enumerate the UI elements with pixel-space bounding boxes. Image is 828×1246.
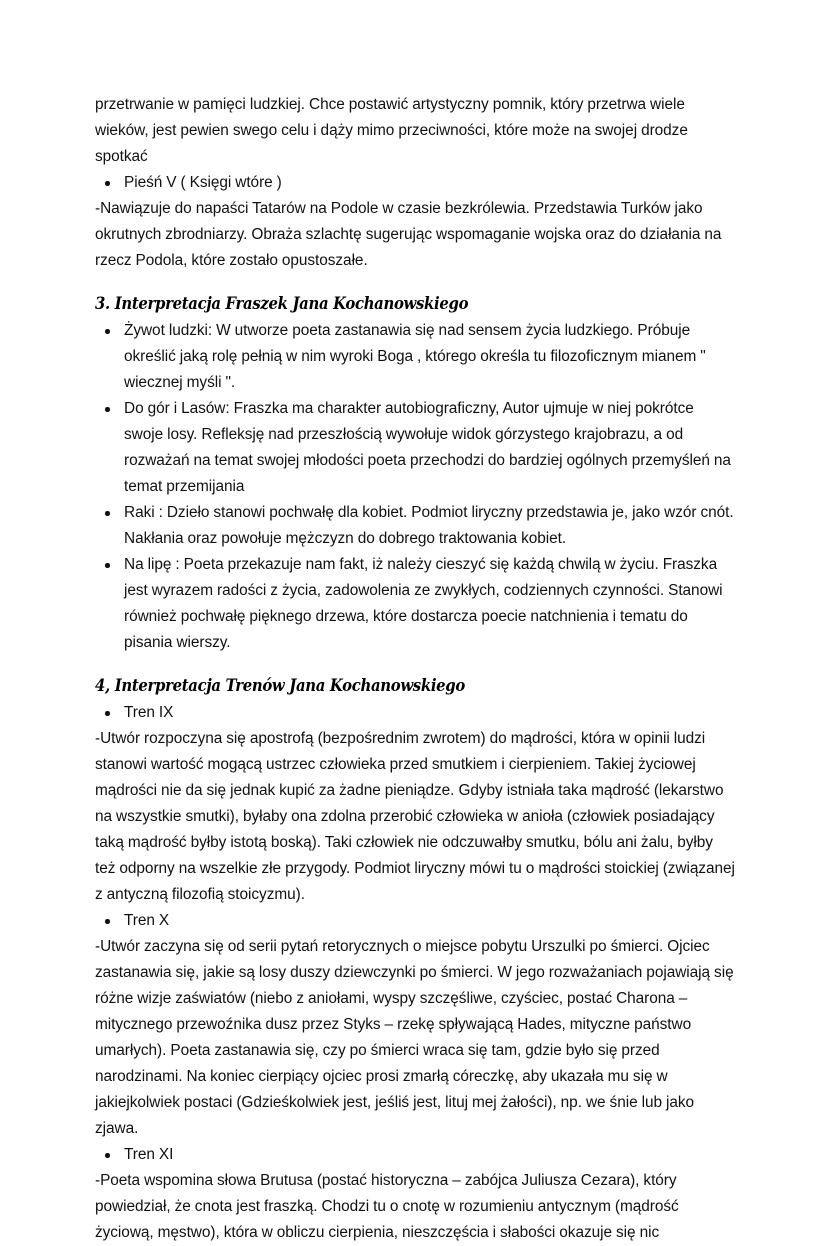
- tren-ix-list: [95, 700, 735, 726]
- piesn-v-list: [95, 170, 735, 196]
- page-title-treny: 4, Interpretacja Trenów Jana Kochanowskiego: [95, 676, 465, 695]
- list-item-tren-xi: [95, 1142, 735, 1168]
- list-item-label: Raki : Dzieło stanowi pochwałę dla kobiet. Podmiot liryczny przedstawia je, jako wzór cnót. Nakłania oraz powołuje mężczyzn do dobrego traktowania kobiet.: [124, 504, 734, 547]
- list-item-label: Tren IX: [124, 704, 174, 721]
- tren-x-list: [95, 908, 735, 934]
- intro-paragraph: przetrwanie w pamięci ludzkiej. Chce postawić artystyczny pomnik, który przetrwa wiele wieków, jest pewien swego celu i dąży mimo przeciwności, które może na swojej drodze spotkać: [95, 96, 688, 165]
- tren-x-note: -Utwór zaczyna się od serii pytań retorycznych o miejsce pobytu Urszulki po śmierci. Ojciec zastanawia się, jakie są losy duszy dziewczynki po śmierci. W jego rozważaniach pojawiają się różne wizje zaświatów (niebo z aniołami, wyspy szczęśliwe, czyściec, postać Charona – mitycznego przewoźnika dusz przez Styks – rzekę spływającą Hades, mityczne państwo umarłych). Poeta zastanawia się, czy po śmierci wraca się tam, gdzie było się przed narodzinami. Na koniec cierpiący ojciec prosi zmarłą córeczkę, aby ukazała mu się w jakiejkolwiek postaci (Gdzieśkolwiek jest, jeśliś jest, lituj mej żałości), np. we śnie lub jako zjawa.: [95, 938, 734, 1137]
- list-item: [95, 318, 735, 396]
- section-fraszki: [95, 291, 735, 317]
- list-item-label: Tren XI: [124, 1146, 174, 1163]
- list-item: [95, 552, 735, 656]
- list-item-label: Żywot ludzki: W utworze poeta zastanawia się nad sensem życia ludzkiego. Próbuje określić jaką rolę pełnią w nim wyroki Boga , którego określa tu filozoficznym mianem " wiecznej myśli ".: [124, 322, 706, 391]
- list-item-label: Do gór i Lasów: Fraszka ma charakter autobiograficzny, Autor ujmuje w niej pokrótce swoje losy. Refleksję nad przeszłością wywołuje widok górzystego krajobrazu, a od rozważań na temat swojej młodości poeta przechodzi do bardziej ogólnych przemyśleń na temat przemijania: [124, 400, 731, 495]
- list-item: [95, 500, 735, 552]
- tren-ix-note: -Utwór rozpoczyna się apostrofą (bezpośrednim zwrotem) do mądrości, która w opinii ludzi stanowi wartość mogącą ustrzec człowieka przed smutkiem i cierpieniem. Takiej życiowej mądrości nie da się jednak kupić za żadne pieniądze. Gdyby istniała taka mądrość (lekarstwo na wszystkie smutki), byłaby ona zdolna przerobić człowieka w anioła (człowiek posiadający taką mądrość byłby istotą boską). Taki człowiek nie odczuwałby smutku, bólu ani żalu, byłby też odporny na wszelkie złe przygody. Podmiot liryczny mówi tu o mądrości stoickiej (związanej z antyczną filozofią stoicyzmu).: [95, 730, 735, 903]
- list-item: [95, 396, 735, 500]
- piesn-v-note: -Nawiązuje do napaści Tatarów na Podole w czasie bezkrólewia. Przedstawia Turków jako okrutnych zbrodniarzy. Obraża szlachtę sugerując wspomaganie wojska oraz do działania na rzecz Podola, które zostało opustoszałe.: [95, 200, 722, 269]
- list-item-label: Tren X: [124, 912, 170, 929]
- list-item-label: Pieśń V ( Księgi wtóre ): [124, 174, 282, 191]
- list-item-label: Na lipę : Poeta przekazuje nam fakt, iż należy cieszyć się każdą chwilą w życiu. Fraszka jest wyrazem radości z życia, zadowolenia ze zwykłych, codziennych czynności. Stanowi również pochwałę pięknego drzewa, które dostarcza poecie natchnienia i tematu do pisania wierszy.: [124, 556, 723, 651]
- page-title-fraszki: 3. Interpretacja Fraszek Jana Kochanowskiego: [95, 294, 469, 313]
- fraszki-list: [95, 318, 735, 656]
- list-item-tren-x: [95, 908, 735, 934]
- tren-xi-list: [95, 1142, 735, 1168]
- list-item-piesn-v: [95, 170, 735, 196]
- document-content: [95, 92, 735, 1246]
- list-item-tren-ix: [95, 700, 735, 726]
- section-treny: [95, 673, 735, 699]
- tren-xi-note: -Poeta wspomina słowa Brutusa (postać historyczna – zabójca Juliusza Cezara), który powiedział, że cnota jest fraszką. Chodzi tu o cnotę w rozumieniu antycznym (mądrość życiową, męstwo), która w obliczu cierpienia, nieszczęścia i słabości okazuje się nic: [95, 1172, 679, 1241]
